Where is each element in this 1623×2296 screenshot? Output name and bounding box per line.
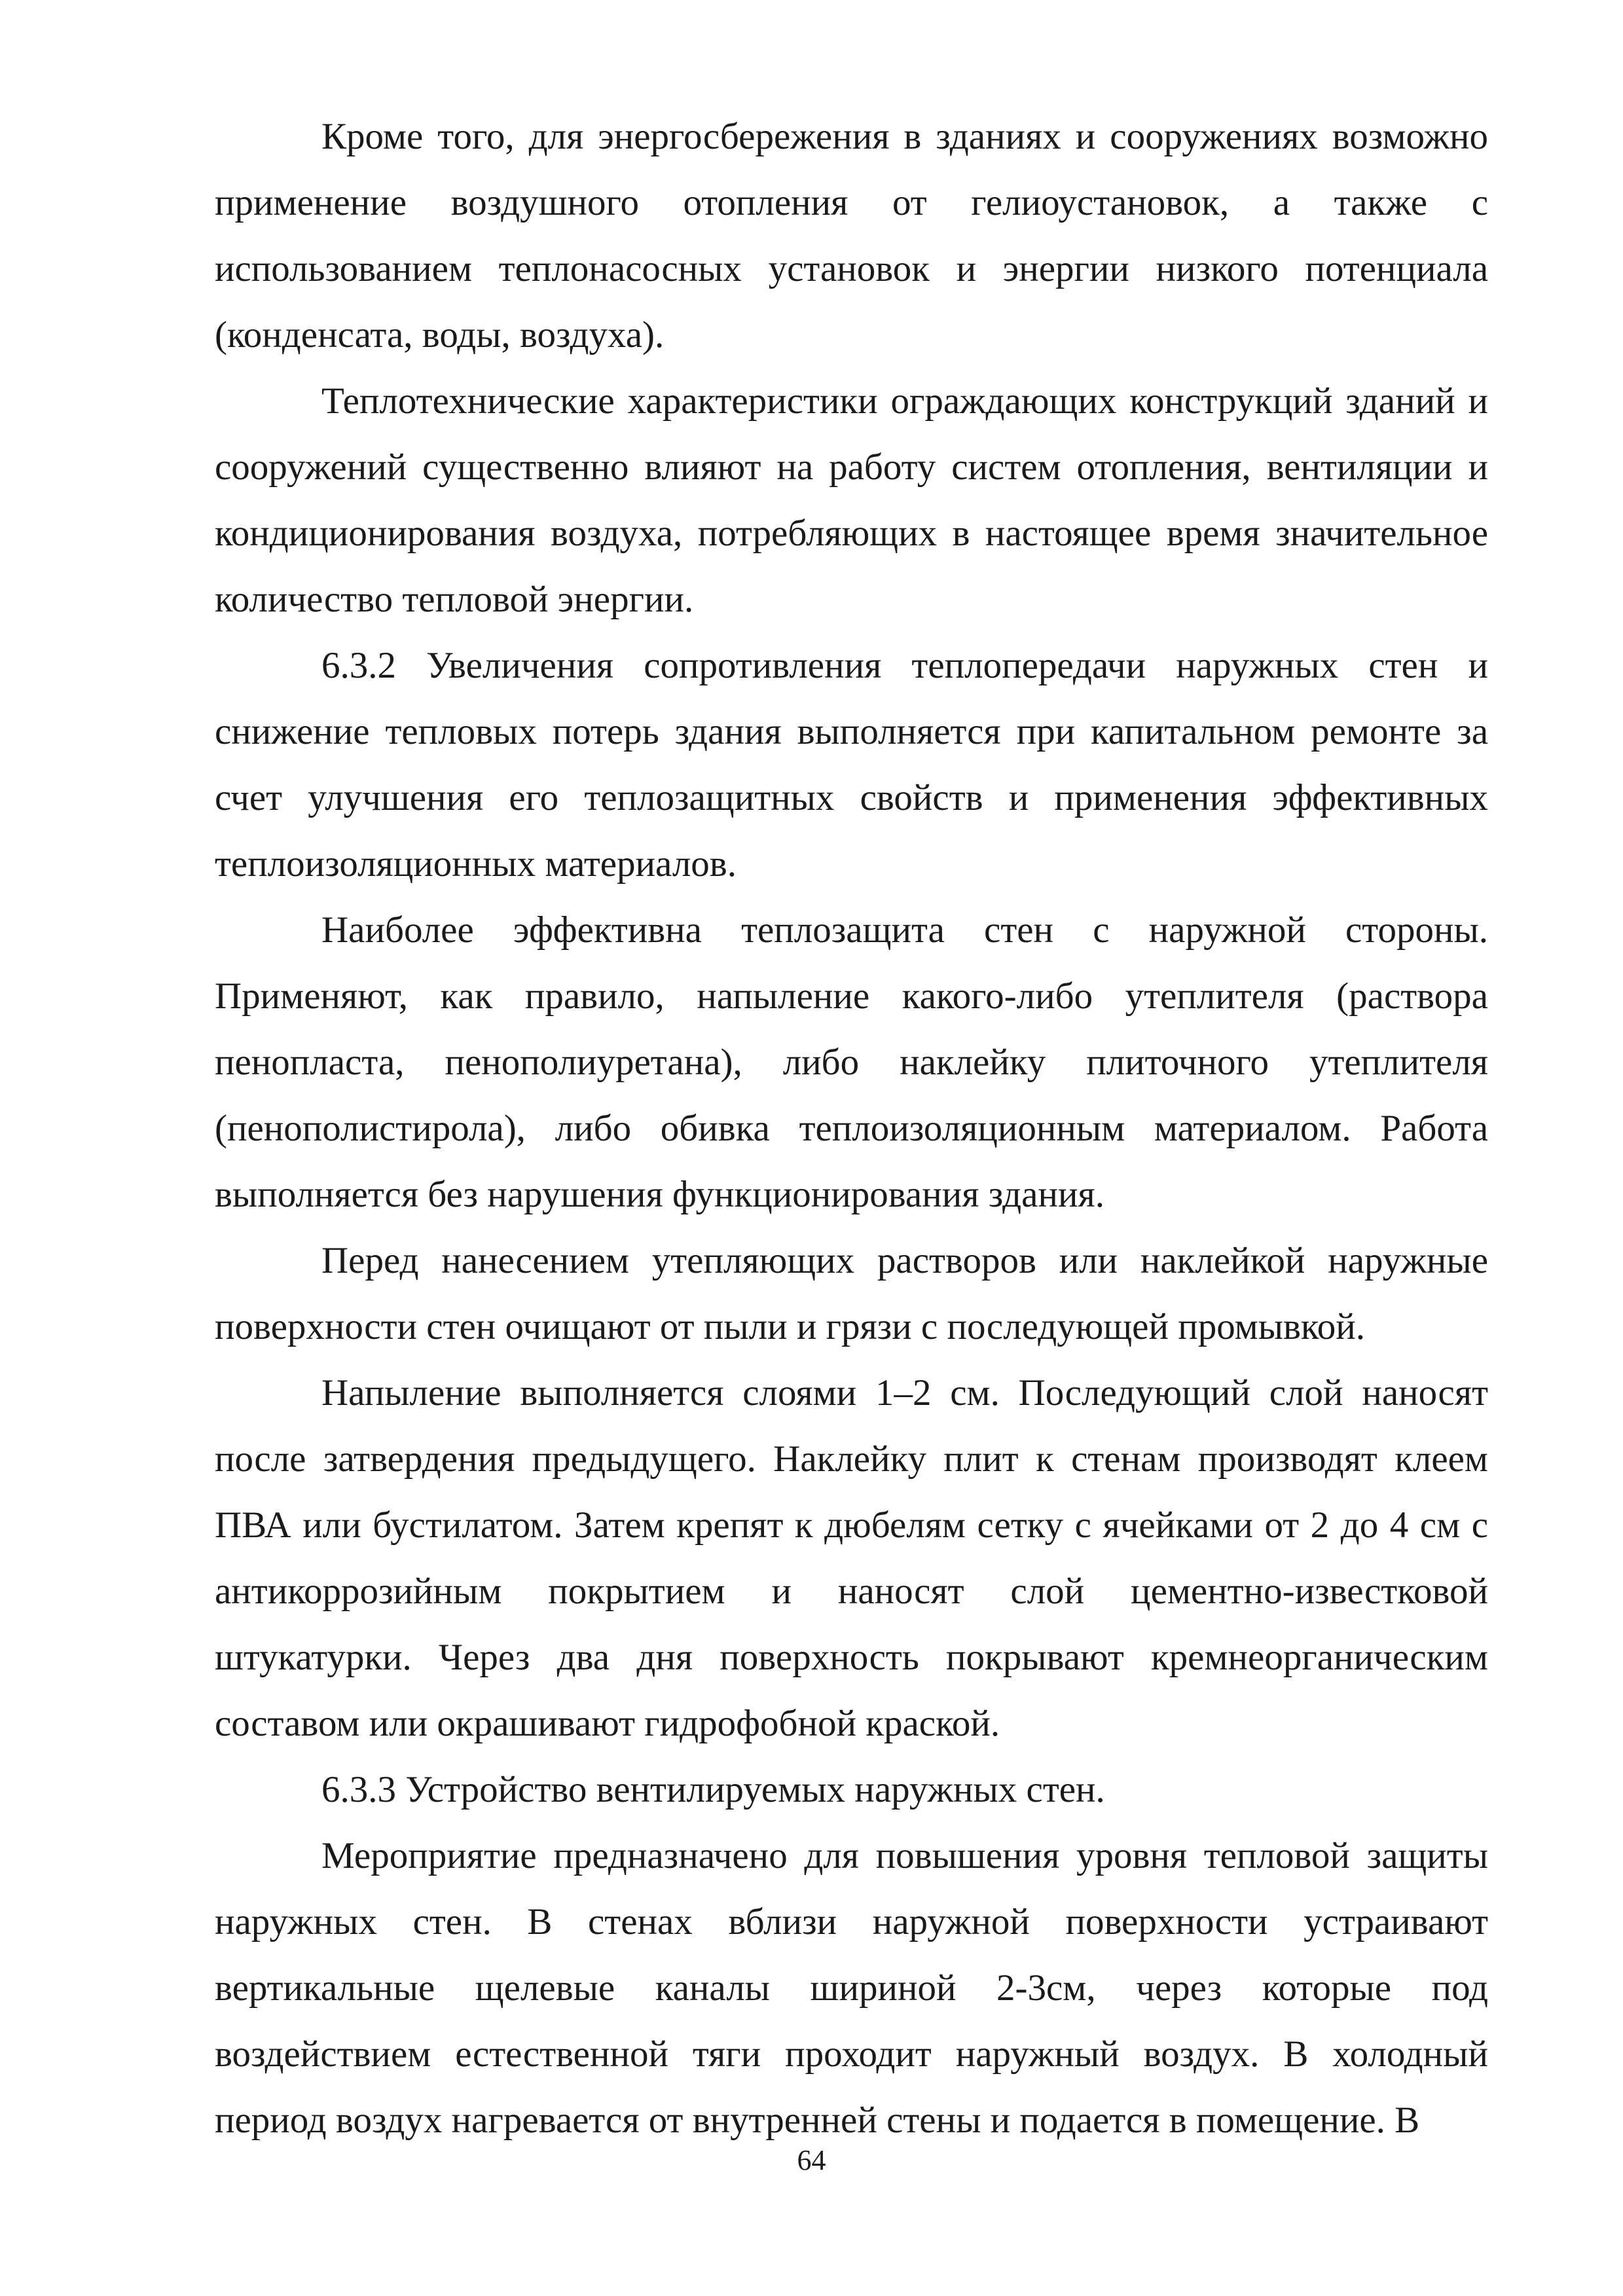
paragraph-thermal-characteristics: Теплотехнические характеристики ограждающих конструкций зданий и сооружений существенно влияют на работу систем отопления, вентиляции и кондиционирования воздуха, потребляющих в настоящее время значительное количество тепловой энергии. [215, 380, 1488, 620]
paragraph-ventilated-walls: Мероприятие предназначено для повышения уровня тепловой защиты наружных стен. В стенах вблизи наружной поверхности устраивают вертикальные щелевые каналы шириной 2-3см, через которые под воздействием естественной тяги проходит наружный воздух. В холодный период воздух нагревается от внутренней стены и подается в помещение. В [215, 1835, 1488, 2141]
paragraph-spraying-layers: Напыление выполняется слоями 1–2 см. Последующий слой наносят после затвердения предыдущего. Наклейку плит к стенам производят клеем ПВА или бустилатом. Затем крепят к дюбелям сетку с ячейками от 2 до 4 см с антикоррозийным покрытием и наносят слой цементно-известковой штукатурки. Через два дня поверхность покрывают кремнеорганическим составом или окрашивают гидрофобной краской. [215, 1372, 1488, 1744]
paragraph-surface-cleaning: Перед нанесением утепляющих растворов или наклейкой наружные поверхности стен очищают от пыли и грязи с последующей промывкой. [215, 1240, 1488, 1347]
paragraph-section-6-3-2: 6.3.2 Увеличения сопротивления теплопередачи наружных стен и снижение тепловых потерь здания выполняется при капитальном ремонте за счет улучшения его теплозащитных свойств и применения эффективных теплоизоляционных материалов. [215, 645, 1488, 884]
section-heading-6-3-3: 6.3.3 Устройство вентилируемых наружных стен. [321, 1769, 1105, 1810]
paragraph-energy-saving: Кроме того, для энергосбережения в зданиях и сооружениях возможно применение воздушного отопления от гелиоустановок, а также с использованием теплонасосных установок и энергии низкого потенциала (конденсата, воды, воздуха). [215, 116, 1488, 355]
paragraph-external-insulation: Наиболее эффективна теплозащита стен с наружной стороны. Применяют, как правило, напыление какого-либо утеплителя (раствора пенопласта, пенополиуретана), либо наклейку плиточного утеплителя (пенополистирола), либо обивка теплоизоляционным материалом. Работа выполняется без нарушения функционирования здания. [215, 909, 1488, 1215]
page-number: 64 [797, 2144, 826, 2176]
body-text [215, 103, 1488, 2153]
